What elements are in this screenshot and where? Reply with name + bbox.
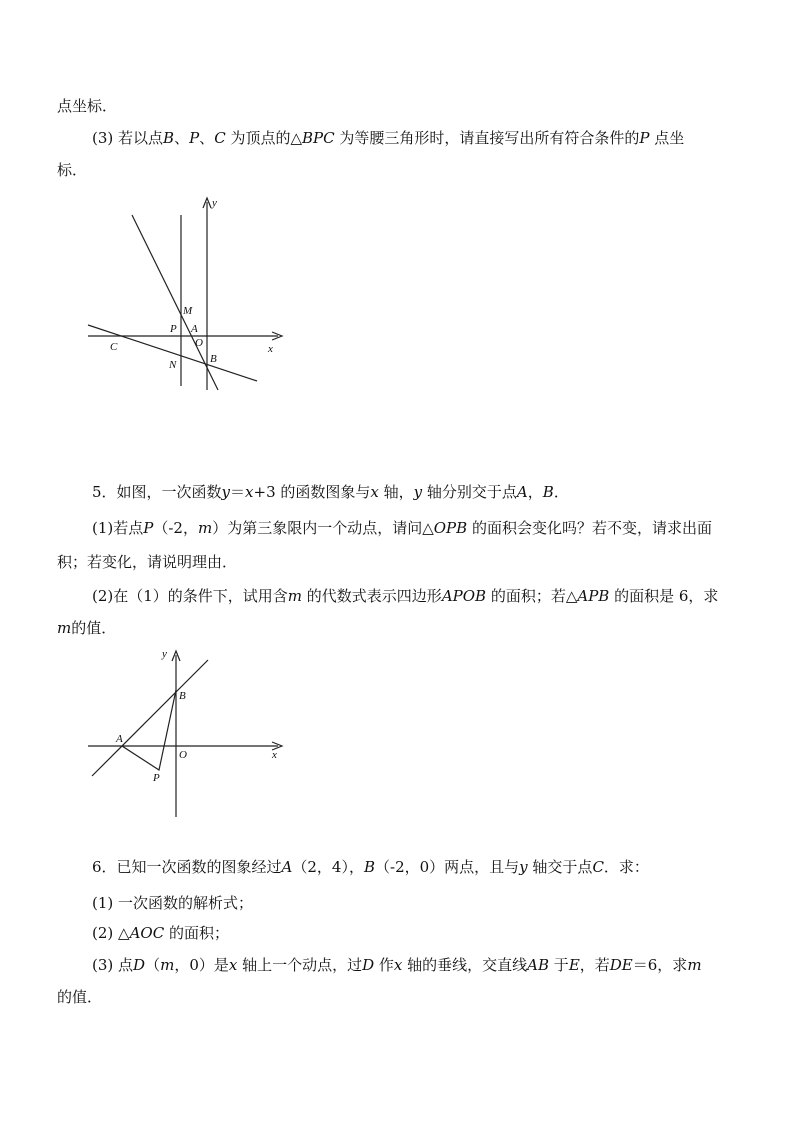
problem4-question3: (3) 若以点B、P、C 为顶点的△BPC 为等腰三角形时，请直接写出所有符合条件的P 点坐 (92, 129, 685, 147)
problem4-continuation: 点坐标． (57, 97, 118, 115)
figure-1 (80, 190, 300, 400)
problem6-intro: 6．已知一次函数的图象经过A（2，4），B（-2，0）两点，且与y 轴交于点C．求： (92, 858, 649, 876)
problem5-question2: (2)在（1）的条件下，试用含m 的代数式表示四边形APOB 的面积；若△APB 的面积是 6，求 (92, 587, 719, 605)
problem6-question3: (3) 点D（m，0）是x 轴上一个动点，过D 作x 轴的垂线，交直线AB 于E，若DE＝6，求m (92, 956, 702, 974)
fig1-label-C: C (110, 341, 118, 353)
fig2-label-B: B (179, 690, 186, 702)
fig1-label-M: M (183, 305, 193, 317)
fig2-function-line (92, 660, 208, 776)
fig2-label-x: x (272, 749, 277, 761)
fig1-label-A: A (191, 323, 198, 335)
figure-2 (80, 645, 300, 825)
fig1-label-B: B (210, 353, 217, 365)
fig1-label-N: N (169, 359, 177, 371)
problem4-question3-end: 标． (57, 161, 88, 179)
fig2-label-y: y (162, 648, 167, 660)
fig2-label-O: O (179, 749, 187, 761)
fig2-triangle-apb (122, 690, 176, 770)
fig2-label-A: A (116, 733, 123, 745)
problem5-intro: 5．如图，一次函数y＝x+3 的函数图象与x 轴，y 轴分别交于点A，B． (92, 483, 569, 501)
fig1-label-x: x (268, 343, 273, 355)
problem5-question1-end: 积；若变化，请说明理由． (57, 553, 238, 571)
fig2-label-P: P (153, 772, 160, 784)
problem6-question3-end: 的值． (57, 988, 103, 1006)
problem5-question2-end: m的值． (57, 619, 117, 637)
problem6-question2: (2) △AOC 的面积； (92, 924, 229, 942)
fig1-label-y: y (212, 197, 217, 209)
fig1-label-P: P (170, 323, 177, 335)
problem5-question1: (1)若点P（-2，m）为第三象限内一个动点，请问△OPB 的面积会变化吗？若不变，请求出面 (92, 519, 712, 537)
fig1-label-O: O (195, 337, 203, 349)
problem6-question1: (1) 一次函数的解析式； (92, 894, 254, 912)
